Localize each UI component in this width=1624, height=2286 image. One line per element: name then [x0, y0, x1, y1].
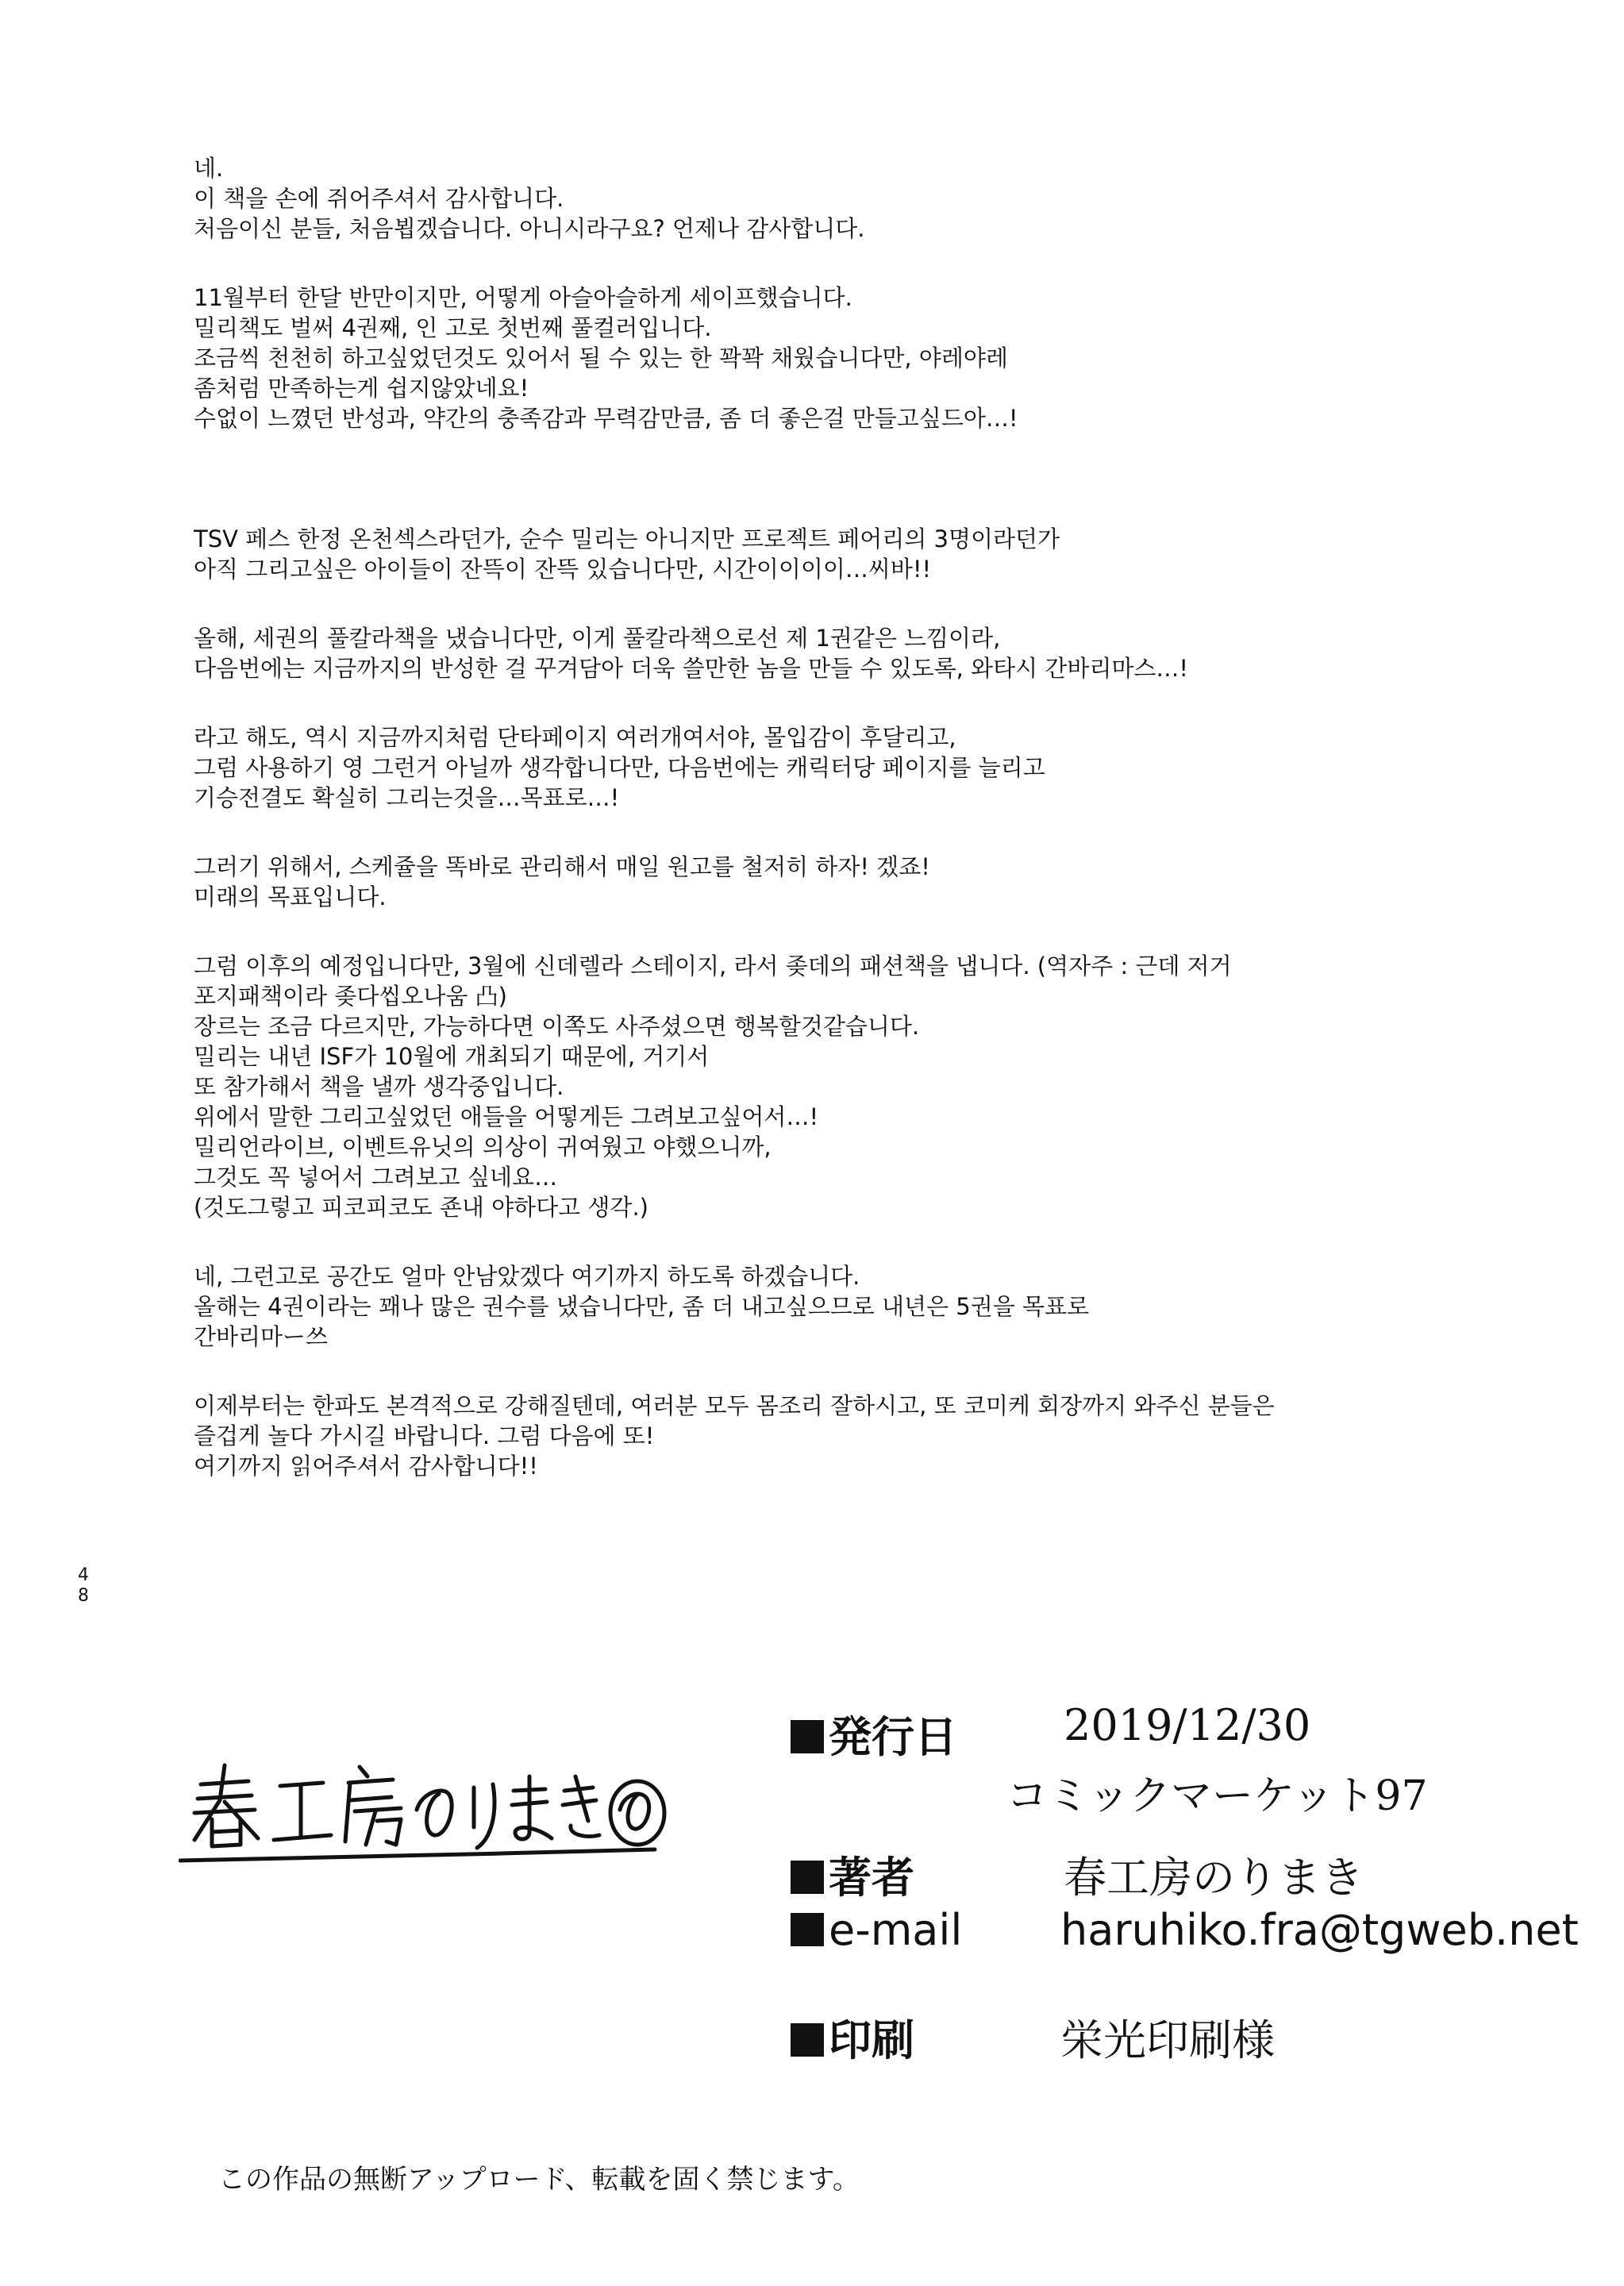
colophon-event: コミックマーケット97	[1006, 1772, 1428, 1820]
text-line: 밀리언라이브, 이벤트유닛의 의상이 귀여웠고 야했으니까,	[194, 1133, 772, 1160]
black-square-icon	[791, 2023, 824, 2057]
paragraph-wishes	[194, 524, 1591, 584]
black-square-icon	[791, 1861, 824, 1894]
author-label-text: 著者	[829, 1853, 914, 1903]
paragraph-next-goal	[194, 722, 1591, 813]
text-line: 네, 그런고로 공간도 얼마 안남았겠다 여기까지 하도록 하겠습니다.	[194, 1263, 860, 1290]
colophon-date-label	[791, 1703, 957, 1765]
colophon-print-value: 栄光印刷様	[1060, 2015, 1275, 2065]
text-line: 올해는 4권이라는 꽤나 많은 권수를 냈습니다만, 좀 더 내고싶으므로 내년은 5권을 목표로	[194, 1293, 1090, 1320]
colophon-email-value: haruhiko.fra@tgweb.net	[1060, 1905, 1579, 1955]
text-line: 또 참가해서 책을 낼까 생각중입니다.	[194, 1073, 564, 1100]
colophon-author-value: 春工房のりまき	[1064, 1853, 1364, 1903]
colophon-author-label	[791, 1844, 914, 1905]
page-number-digits	[75, 1565, 91, 1607]
text-line: 포지패책이라 좆다씹오나움 凸)	[194, 983, 507, 1010]
text-line: 여기까지 읽어주셔서 감사합니다!!	[194, 1453, 538, 1480]
afterword-text	[194, 153, 1591, 1520]
text-line: 미래의 목표입니다.	[194, 883, 387, 910]
paragraph-farewell	[194, 1391, 1591, 1481]
text-line: 밀리는 내년 ISF가 10월에 개최되기 때문에, 거기서	[194, 1043, 710, 1070]
text-line: 이제부터는 한파도 본격적으로 강해질텐데, 여러분 모두 몸조리 잘하시고, 또 코미케 회장까지 와주신 분들은	[194, 1392, 1275, 1419]
text-line: 장르는 조금 다르지만, 가능하다면 이쪽도 사주셨으면 행복할것같습니다.	[194, 1013, 920, 1040]
text-line: 올해, 세권의 풀칼라책을 냈습니다만, 이게 풀칼라책으로선 제 1권같은 느낌이라,	[194, 625, 1001, 652]
text-line: 11월부터 한달 반만이지만, 어떻게 아슬아슬하게 세이프했습니다.	[194, 284, 852, 311]
text-line: 간바리마ー쓰	[194, 1323, 329, 1350]
text-line: 위에서 말한 그리고싶었던 애들을 어떻게든 그려보고싶어서…!	[194, 1103, 819, 1130]
text-line: 좀처럼 만족하는게 쉽지않았네요!	[194, 375, 529, 402]
text-line: 처음이신 분들, 처음뵙겠습니다. 아니시라구요? 언제나 감사합니다.	[194, 215, 865, 242]
date-label-text: 発行日	[829, 1712, 957, 1762]
colophon-email-label	[791, 1905, 962, 1955]
paragraph-plans	[194, 951, 1591, 1222]
page-number	[75, 1565, 91, 1607]
text-line: 즐겁게 놀다 가시길 바랍니다. 그럼 다음에 또!	[194, 1422, 655, 1449]
text-line: 이 책을 손에 쥐어주셔서 감사합니다.	[194, 185, 564, 212]
text-line: 그것도 꼭 넣어서 그려보고 싶네요…	[194, 1164, 558, 1191]
text-line: 아직 그리고싶은 아이들이 잔뜩이 잔뜩 있습니다만, 시간이이이이…씨바!!	[194, 556, 932, 583]
text-line: 다음번에는 지금까지의 반성한 걸 꾸겨담아 더욱 쓸만한 놈을 만들 수 있도록, 와타시 간바리마스…!	[194, 655, 1189, 682]
black-square-icon	[791, 1720, 824, 1753]
footer-notice: この作品の無断アップロード、転載を固く禁じます。	[218, 2164, 860, 2196]
text-line: TSV 페스 한정 온천섹스라던가, 순수 밀리는 아니지만 프로젝트 페어리의 3명이라던가	[194, 525, 1060, 552]
colophon-print-label	[791, 2007, 914, 2068]
text-line: 밀리책도 벌써 4권째, 인 고로 첫번째 풀컬러입니다.	[194, 314, 712, 341]
text-line: 그러기 위해서, 스케쥴을 똑바로 관리해서 매일 원고를 철저히 하자! 겠죠!	[194, 853, 930, 880]
black-square-icon	[791, 1913, 824, 1946]
handwritten-signature	[179, 1753, 671, 1864]
paragraph-greeting	[194, 153, 1591, 244]
text-line: 네.	[194, 155, 224, 182]
text-line: 그럼 이후의 예정입니다만, 3월에 신데렐라 스테이지, 라서 좆데의 패션책을 냅니다. (역자주 : 근데 저거	[194, 952, 1232, 979]
text-line: 기승전결도 확실히 그리는것을…목표로…!	[194, 784, 620, 811]
text-line: 라고 해도, 역시 지금까지처럼 단타페이지 여러개여서야, 몰입감이 후달리고,	[194, 724, 956, 751]
paragraph-reflection	[194, 283, 1591, 433]
print-label-text: 印刷	[829, 2015, 914, 2065]
paragraph-schedule	[194, 852, 1591, 912]
text-line: (것도그렇고 피코피코도 죤내 야하다고 생각.)	[194, 1194, 648, 1221]
email-label-text: e-mail	[829, 1905, 963, 1955]
text-line: 그럼 사용하기 영 그런거 아닐까 생각합니다만, 다음번에는 캐릭터당 페이지를 늘리고	[194, 754, 1045, 781]
page-number-digit: 8	[78, 1586, 89, 1606]
paragraph-closing	[194, 1261, 1591, 1352]
text-line: 조금씩 천천히 하고싶었던것도 있어서 될 수 있는 한 꽉꽉 채웠습니다만, 야레야레	[194, 344, 1008, 371]
paragraph-this-year	[194, 623, 1591, 683]
colophon-date-value: 2019/12/30	[1064, 1700, 1311, 1750]
text-line: 수없이 느꼈던 반성과, 약간의 충족감과 무력감만큼, 좀 더 좋은걸 만들고싶드아…!	[194, 405, 1018, 432]
page-number-digit: 4	[78, 1565, 89, 1585]
